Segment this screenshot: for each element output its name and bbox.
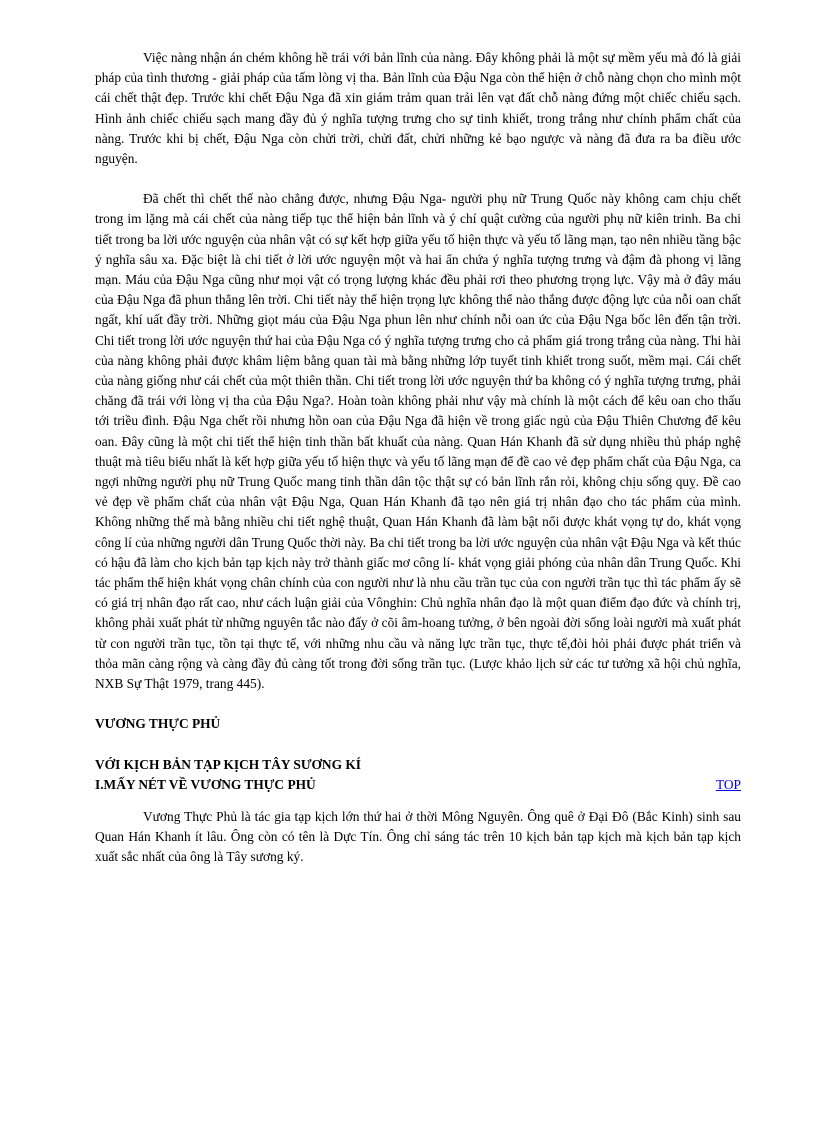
heading-work: VỚI KỊCH BẢN TẠP KỊCH TÂY SƯƠNG KÍ <box>95 756 361 772</box>
top-link[interactable]: TOP <box>715 776 741 792</box>
heading-author: VƯƠNG THỰC PHỦ <box>95 716 221 732</box>
heading-section: I.MẤY NÉT VỀ VƯƠNG THỰC PHỦ <box>95 776 316 792</box>
section-heading-row <box>95 775 741 795</box>
document-page <box>95 48 741 888</box>
paragraph-vuong-thuc-phu-intro: Vương Thực Phủ là tác gia tạp kịch lớn thứ hai ở thời Mông Nguyên. Ông quê ở Đại Đô (Bắc Kinh) sinh sau Quan Hán Khanh ít lâu. Ông còn có tên là Dực Tín. Ông chỉ sáng tác trên 10 kịch bản tạp kịch mà kịch bản tạp kịch xuất sắc nhất của ông là Tây sương ký. <box>95 808 741 865</box>
paragraph-three-wishes: Đã chết thì chết thế nào chẳng được, nhưng Đậu Nga- người phụ nữ Trung Quốc này không cam chịu chết trong im lặng mà cái chết của nàng tiếp tục thể hiện bản lĩnh và ý chí quật cường của người phụ nữ kiên trinh. Ba chi tiết trong ba lời ước nguyện của nhân vật có sự kết hợp giữa yếu tố hiện thực và yếu tố lãng mạn, tạo nên nhiều tầng bậc ý nghĩa sâu xa. Đặc biệt là chi tiết ở lời ước nguyện một và hai ẩn chứa ý nghĩa tượng trưng và đậm đà phong vị lãng mạn. Máu của Đậu Nga cũng như mọi vật có trọng lượng khác đều phải rơi theo phương trọng lực. Vậy mà ở đây máu của Đậu Nga đã phun thẳng lên trời. Chi tiết này thể hiện trọng lực không thể nào thắng được động lực của nỗi oan chất ngất, khí uất đầy trời. Những giọt máu của Đậu Nga phun lên như chính nỗi oan ức của Đậu Nga bốc lên đến tận trời. Chi tiết trong lời ước nguyện thứ hai của Đậu Nga có ý nghĩa tượng trưng cho cả phẩm giá trong trắng của nàng. Thi hài của nàng không phải được khâm liệm bằng quan tài mà bằng những lớp tuyết tinh khiết trong suốt, mềm mại. Cái chết của nàng giống như cái chết của một thiên thần. Chi tiết trong lời ước nguyện thứ ba không có ý nghĩa tượng trưng, phải chăng đã trái với lòng vị tha của Đậu Nga?. Hoàn toàn không phải như vậy mà chính là một cách để kêu oan cho thấu tới triều đình. Đậu Nga chết rồi nhưng hồn oan của Đậu Nga đã hiện về trong giấc ngủ của Đậu Thiên Chương để kêu oan. Đây cũng là một chi tiết thể hiện tinh thần bất khuất của nàng. Quan Hán Khanh đã sử dụng nhiều thủ pháp nghệ thuật mà tiêu biểu nhất là kết hợp giữa yếu tố hiện thực và yếu tố lãng mạn để đề cao vẻ đẹp phẩm chất của Đậu Nga, ca ngợi những người phụ nữ Trung Quốc mang tinh thần dân tộc thật sự có bản lĩnh rắn rỏi, không chịu sống quỵ. Đề cao vẻ đẹp về phẩm chất của nhân vật Đậu Nga, Quan Hán Khanh đã tạo nên giá trị nhân đạo cho tác phẩm của mình. Không những thế mà bằng nhiều chi tiết nghệ thuật, Quan Hán Khanh đã làm bật nổi được khát vọng tự do, khát vọng công lí của những người dân Trung Quốc thời này. Ba chi tiết trong ba lời ước nguyện của nhân vật Đậu Nga và kết thúc có hậu đã làm cho kịch bản tạp kịch này trở thành giấc mơ công lí- khát vọng giải phóng của nhân dân Trung Quốc. Khi tác phẩm thể hiện khát vọng chân chính của con người như là nhu cầu trần tục của con người trần tục thì tác phẩm ấy sẽ có giá trị nhân đạo rất cao, như cách luận giải của Vônghin: Chủ nghĩa nhân đạo là một quan điểm đạo đức và chính trị, không phải xuất phát từ những nguyên tắc nào đấy ở cõi âm-hoang tưởng, ở bên ngoài đời sống loài người mà xuất phát từ con người trần tục, tồn tại thực tế, với những nhu cầu và năng lực trần tục, thực tế,đòi hỏi phải được phát triển và thỏa mãn càng rộng và càng đầy đủ càng tốt trong đời sống trần tục. (Lược khảo lịch sử các tư tưởng xã hội chủ nghĩa, NXB Sự Thật 1979, trang 445). <box>95 191 741 692</box>
paragraph-dau-nga-execution: Việc nàng nhận án chém không hề trái với bản lĩnh của nàng. Đây không phải là một sự mềm yếu mà đó là giải pháp của tình thương - giải pháp của tấm lòng vị tha. Bản lĩnh của Đậu Nga còn thể hiện ở chỗ nàng chọn cho mình một cái chết thật đẹp. Trước khi chết Đậu Nga đã xin giám trảm quan trải lên vạt đất chỗ nàng đứng một chiếc chiếu sạch. Hình ảnh chiếc chiếu sạch mang đầy đủ ý nghĩa tượng trưng cho sự tinh khiết, trong trắng như chính phẩm chất của nàng. Trước khi bị chết, Đậu Nga còn chửi trời, chửi đất, chửi những kẻ bạo ngược và nàng đã đưa ra ba điều ước nguyện. <box>95 50 741 167</box>
